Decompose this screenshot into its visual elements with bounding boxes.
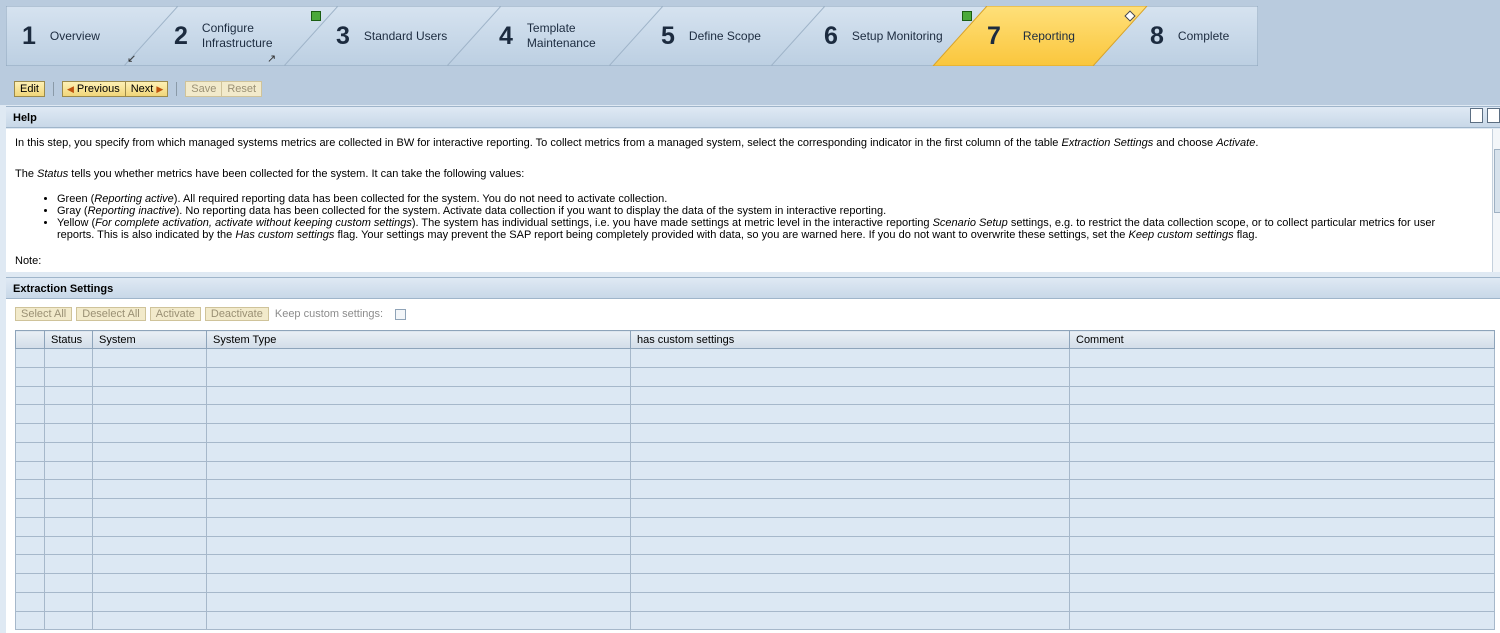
help-note: Note: <box>15 255 42 267</box>
roadmap-step-4[interactable] <box>499 6 607 66</box>
save-label: Save <box>191 83 217 95</box>
step-number: 8 <box>1150 21 1164 50</box>
step-6-complete-marker-icon <box>962 11 972 21</box>
collapse-arrow-icon[interactable]: ↙ <box>127 53 137 65</box>
next-arrow-icon: ▶ <box>156 84 164 94</box>
step-label: Standard Users <box>363 28 448 43</box>
table-header-row <box>16 331 1495 349</box>
deselect-all-button[interactable] <box>76 307 145 321</box>
list-item: • Yellow (For complete activation, activate without keeping custom settings). The system has individual settings, i.e. you have made settings at metric level in the interactive reporting Scenario Setup settings, e.g. to restrict the data collection scope, or to collect particular metrics for user reports. This is also indicated by the Has custom settings flag. Your settings may prevent the SAP report being completely provided with data, so you are warned here. If you do not want to overwrite these settings, set the Keep custom settings flag. <box>57 217 1467 241</box>
extraction-title: Extraction Settings <box>13 283 114 295</box>
table-row[interactable] <box>16 555 1495 574</box>
status-values-list <box>57 193 1492 241</box>
previous-label: Previous <box>76 83 120 95</box>
step-number: 1 <box>22 21 36 50</box>
step-label: Template Maintenance <box>526 21 596 50</box>
system-type-column-header[interactable]: System Type <box>207 331 631 349</box>
help-paragraph-1: In this step, you specify from which managed systems metrics are collected in BW for interactive reporting. To collect metrics from a managed system, select the corresponding indicator in the first column of the table Extraction Settings and choose Activate. <box>15 137 1259 149</box>
next-button[interactable] <box>126 81 169 97</box>
table-row[interactable] <box>16 536 1495 555</box>
step-number: 4 <box>499 21 513 50</box>
next-label: Next <box>130 83 154 95</box>
select-all-label: Select All <box>21 308 67 320</box>
extraction-panel <box>6 299 1500 633</box>
help-title: Help <box>13 112 37 124</box>
table-row[interactable] <box>16 611 1495 630</box>
reset-button[interactable] <box>222 81 262 97</box>
help-paragraph-2: The Status tells you whether metrics have been collected for the system. It can take the following values: <box>15 168 525 180</box>
list-item: • Green (Reporting active). All required reporting data has been collected for the system. You do not need to activate collection. <box>57 193 1467 205</box>
table-row[interactable] <box>16 461 1495 480</box>
personalize-icon[interactable] <box>1470 108 1483 123</box>
deactivate-button[interactable] <box>205 307 269 321</box>
step-number: 2 <box>174 21 188 50</box>
extraction-toolbar <box>15 307 406 321</box>
roadmap-step-7-active[interactable] <box>987 6 1075 66</box>
select-all-button[interactable] <box>15 307 72 321</box>
table-row[interactable] <box>16 424 1495 443</box>
step-number: 7 <box>987 21 1001 50</box>
table-row[interactable] <box>16 367 1495 386</box>
toolbar-separator <box>53 82 54 96</box>
table-row[interactable] <box>16 386 1495 405</box>
step-number: 3 <box>336 21 350 50</box>
roadmap-area <box>0 0 1500 105</box>
save-button[interactable] <box>185 81 222 97</box>
help-panel-header[interactable] <box>6 106 1500 128</box>
step-label: Reporting <box>1022 28 1075 43</box>
help-header-icons <box>1470 108 1500 123</box>
edit-button[interactable] <box>14 81 45 97</box>
table-row[interactable] <box>16 574 1495 593</box>
help-text <box>6 129 1492 272</box>
roadmap <box>6 6 1258 66</box>
previous-button[interactable] <box>62 81 126 97</box>
step-label: Complete <box>1177 28 1230 43</box>
roadmap-step-3[interactable] <box>336 6 447 66</box>
expand-arrow-icon[interactable]: ↗ <box>267 53 277 65</box>
window-icon[interactable] <box>1487 108 1500 123</box>
deactivate-label: Deactivate <box>210 308 263 320</box>
reset-label: Reset <box>227 83 257 95</box>
step-label: Overview <box>49 28 100 43</box>
table-row[interactable] <box>16 592 1495 611</box>
main-toolbar <box>14 80 262 98</box>
extraction-panel-header[interactable] <box>6 277 1500 299</box>
step-label: Setup Monitoring <box>851 28 943 43</box>
extraction-settings-table <box>15 330 1495 630</box>
table-row[interactable] <box>16 442 1495 461</box>
step-2-complete-marker-icon <box>311 11 321 21</box>
step-label: Configure Infrastructure <box>201 21 273 50</box>
roadmap-step-6[interactable] <box>824 6 943 66</box>
step-number: 5 <box>661 21 675 50</box>
roadmap-step-8[interactable] <box>1150 6 1229 66</box>
roadmap-step-1[interactable] <box>22 6 100 66</box>
table-row[interactable] <box>16 480 1495 499</box>
keep-custom-settings-label: Keep custom settings: <box>274 308 384 320</box>
scrollbar-thumb[interactable] <box>1494 149 1500 213</box>
previous-arrow-icon: ◀ <box>66 84 74 94</box>
table-row[interactable] <box>16 499 1495 518</box>
table-row[interactable] <box>16 405 1495 424</box>
activate-button[interactable] <box>150 307 201 321</box>
custom-settings-column-header[interactable]: has custom settings <box>631 331 1070 349</box>
help-scrollbar[interactable] <box>1492 129 1500 272</box>
table-row[interactable] <box>16 517 1495 536</box>
roadmap-step-2[interactable] <box>174 6 282 66</box>
step-number: 6 <box>824 21 838 50</box>
table-row[interactable] <box>16 349 1495 368</box>
system-column-header[interactable]: System <box>93 331 207 349</box>
activate-label: Activate <box>155 308 195 320</box>
comment-column-header[interactable]: Comment <box>1070 331 1495 349</box>
table-body <box>16 349 1495 630</box>
select-column-header[interactable] <box>16 331 45 349</box>
step-label: Define Scope <box>688 28 761 43</box>
list-item: • Gray (Reporting inactive). No reporting data has been collected for the system. Activate data collection if you want to display the data of the system in interactive reporting. <box>57 205 1467 217</box>
roadmap-step-5[interactable] <box>661 6 761 66</box>
deselect-all-label: Deselect All <box>82 308 140 320</box>
toolbar-separator <box>176 82 177 96</box>
status-column-header[interactable]: Status <box>45 331 93 349</box>
edit-label: Edit <box>20 83 39 95</box>
keep-custom-settings-checkbox[interactable] <box>395 309 406 320</box>
